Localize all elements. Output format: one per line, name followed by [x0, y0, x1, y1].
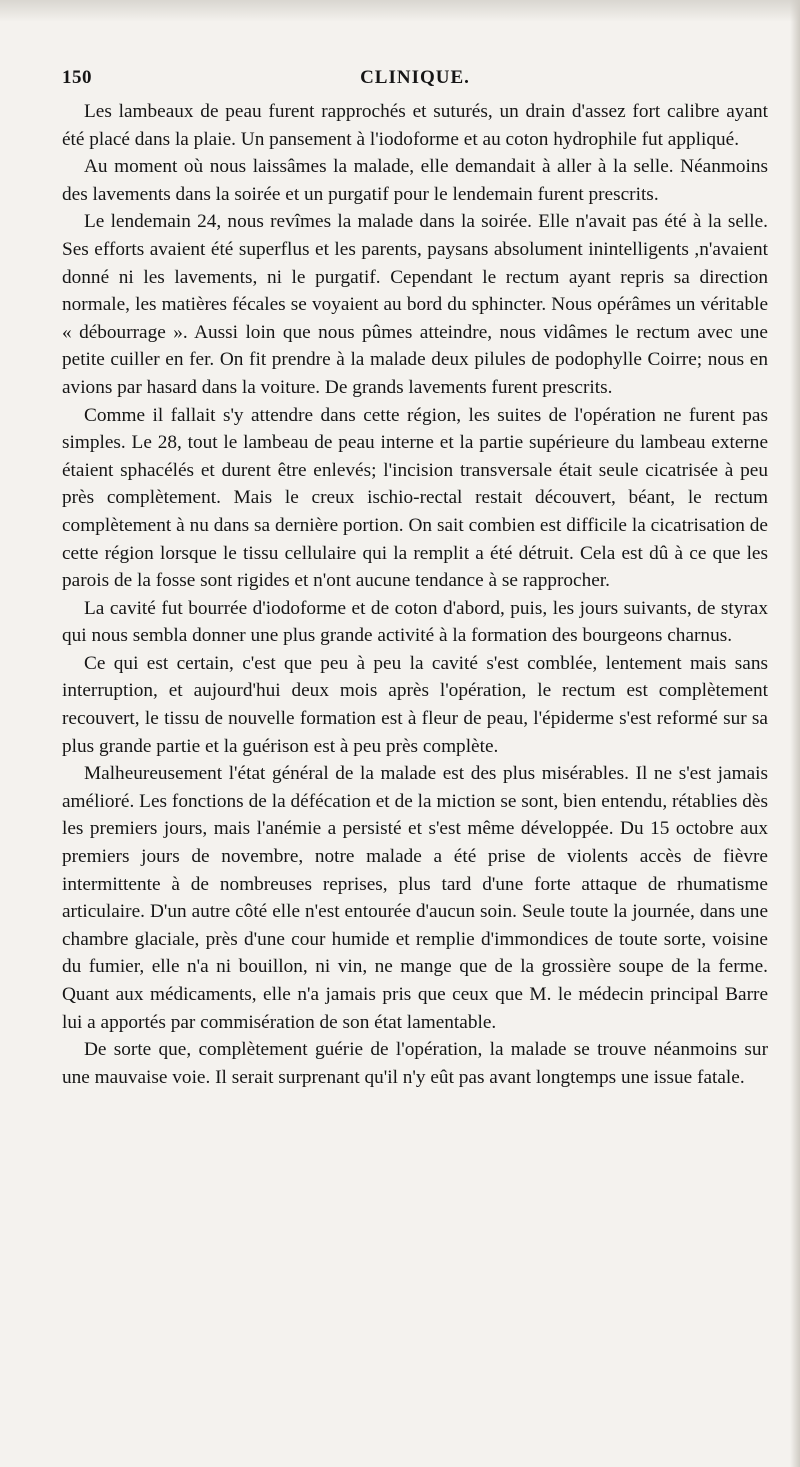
- paragraph: Au moment où nous laissâmes la malade, elle demandait à aller à la selle. Néanmoins des lavements dans la soirée et un purgatif pour le lendemain furent prescrits.: [62, 156, 768, 205]
- running-header: [62, 67, 768, 95]
- paragraph: La cavité fut bourrée d'iodoforme et de coton d'abord, puis, les jours suivants, de styrax qui nous sembla donner une plus grande activité à la formation des bourgeons charnus.: [62, 597, 768, 647]
- paragraph: De sorte que, complètement guérie de l'opération, la malade se trouve néanmoins sur une mauvaise voie. Il serait surprenant qu'il n'y eût pas avant longtemps une issue fatale.: [62, 1039, 768, 1088]
- page-top-shadow: [0, 0, 800, 22]
- section-title: CLINIQUE.: [360, 67, 470, 88]
- paragraph: Malheureusement l'état général de la malade est des plus misérables. Il ne s'est jamais amélioré. Les fonctions de la défécation et de la miction se sont, bien entendu, rétablies dès les premiers jours, mais l'anémie a persisté et s'est même développée. Du 15 octobre aux premiers jours de novembre, notre malade a été prise de violents accès de fièvre intermittente à de nombreuses reprises, plus tard d'une forte attaque de rhumatisme articulaire. D'un autre côté elle n'est entourée d'aucun soin. Seule toute la journée, dans une chambre glaciale, près d'une cour humide et remplie d'immondices de toute sorte, voisine du fumier, elle n'a ni bouillon, ni vin, ne mange que de la grossière soupe de la ferme. Quant aux médicaments, elle n'a jamais pris que ceux que M. le médecin principal Barre lui a apportés par commisération de son état lamentable.: [62, 763, 768, 1033]
- paragraph: Le lendemain 24, nous revîmes la malade dans la soirée. Elle n'avait pas été à la selle. Ses efforts avaient été superflus et les parents, paysans absolument inintelligents ,n'avaient donné ni les lavements, ni le purgatif. Cependant le rectum ayant repris sa direction normale, les matières fécales se voyaient au bord du sphincter. Nous opérâmes un véritable « débourrage ». Aussi loin que nous pûmes atteindre, nous vidâmes le rectum avec une petite cuiller en fer. On fit prendre à la malade deux pilules de podophylle Coirre; nous en avions par hasard dans la voiture. De grands lavements furent prescrits.: [62, 211, 768, 398]
- paragraph: Les lambeaux de peau furent rapprochés et suturés, un drain d'assez fort calibre ayant été placé dans la plaie. Un pansement à l'iodoforme et au coton hydrophile fut appliqué.: [62, 101, 768, 150]
- paragraph: Ce qui est certain, c'est que peu à peu la cavité s'est comblée, lentement mais sans interruption, et aujourd'hui deux mois après l'opération, le rectum est complètement recouvert, le tissu de nouvelle formation est à fleur de peau, l'épiderme s'est reformé sur sa plus grande partie et la guérison est à peu près complète.: [62, 652, 768, 757]
- body-text: [62, 98, 768, 1091]
- page-number: 150: [62, 67, 92, 88]
- paragraph: Comme il fallait s'y attendre dans cette région, les suites de l'opération ne furent pas simples. Le 28, tout le lambeau de peau interne et la partie supérieure du lambeau externe étaient sphacélés et durent être enlevés; l'incision transversale était seule cicatrisée à peu près complètement. Mais le creux ischio-rectal restait découvert, béant, le rectum complètement à nu dans sa dernière portion. On sait combien est difficile la cicatrisation de cette région lorsque le tissu cellulaire qui la remplit a été détruit. Cela est dû à ce que les parois de la fosse sont rigides et n'ont aucune tendance à se rapprocher.: [62, 404, 768, 592]
- page-edge-shadow: [790, 0, 800, 1467]
